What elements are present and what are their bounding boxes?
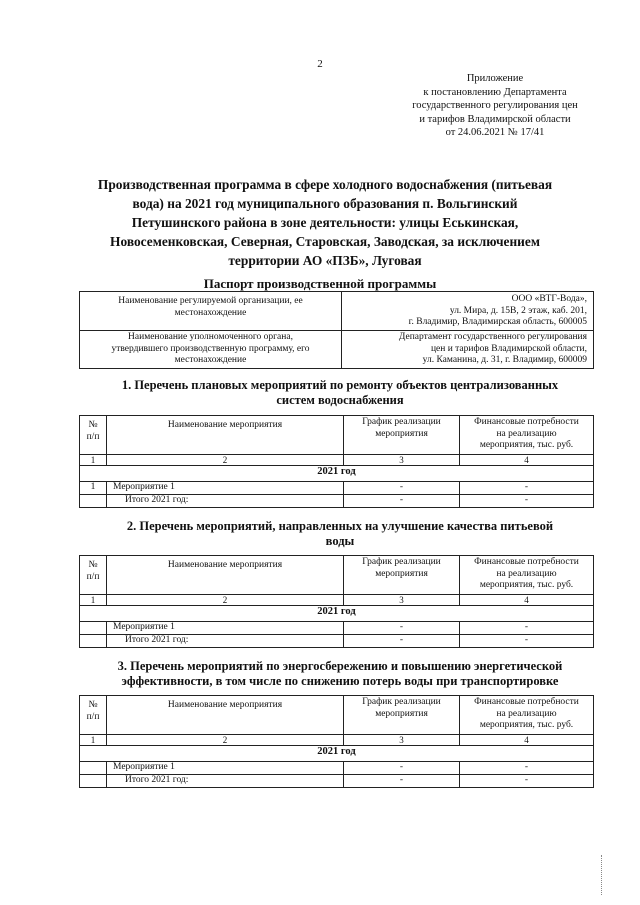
header-text: График реализации — [362, 697, 441, 707]
passport-label — [80, 292, 342, 331]
header-text: № — [88, 420, 98, 430]
row-name: Мероприятие 1 — [107, 762, 344, 775]
year-row — [80, 746, 594, 762]
title-line: вода) на 2021 год муниципального образования п. Вольгинский — [132, 196, 518, 211]
header-finance — [460, 696, 594, 735]
row-schedule: - — [344, 622, 460, 635]
title-line: Новосеменковская, Северная, Старовская, Заводская, за исключением — [110, 234, 540, 249]
table-row — [80, 762, 594, 775]
row-name: Мероприятие 1 — [107, 622, 344, 635]
row-num — [80, 495, 107, 508]
header-text: Финансовые потребности — [474, 697, 579, 707]
document-title — [80, 175, 570, 270]
scan-margin-dots — [601, 855, 604, 895]
row-schedule: - — [344, 635, 460, 648]
row-finance: - — [460, 635, 594, 648]
appendix-line: Приложение — [466, 73, 524, 84]
column-number: 4 — [460, 595, 594, 606]
column-numbers-row — [80, 735, 594, 746]
header-text: мероприятия, тыс. руб. — [479, 440, 574, 450]
row-finance: - — [460, 775, 594, 788]
header-name — [107, 416, 344, 455]
header-text: п/п — [86, 571, 100, 582]
passport-value-line: г. Владимир, Владимирская область, 600005 — [408, 317, 587, 327]
table-header-row — [80, 416, 594, 455]
header-schedule — [344, 556, 460, 595]
appendix-line: государственного регулирования цен — [412, 100, 578, 111]
section-title-line: систем водоснабжения — [276, 393, 404, 407]
passport-value — [342, 292, 594, 331]
header-text: Наименование мероприятия — [167, 700, 283, 710]
column-number: 2 — [107, 455, 344, 466]
column-number: 2 — [107, 735, 344, 746]
row-finance: - — [460, 495, 594, 508]
section-title-line: 1. Перечень плановых мероприятий по ремонту объектов централизованных — [121, 378, 559, 392]
passport-label-line: Наименование уполномоченного органа, — [128, 332, 293, 342]
row-num — [80, 762, 107, 775]
table-header-row — [80, 556, 594, 595]
section-2-table — [79, 555, 594, 648]
column-number: 2 — [107, 595, 344, 606]
row-name: Итого 2021 год: — [107, 635, 344, 648]
title-line: Петушинского района в зоне деятельности: улицы Еськинская, — [131, 215, 519, 230]
appendix-line: от 24.06.2021 № 17/41 — [445, 127, 545, 138]
column-number: 1 — [80, 455, 107, 466]
header-text: Наименование мероприятия — [167, 420, 283, 430]
header-finance — [460, 416, 594, 455]
passport-value-line: Департамент государственного регулирования — [398, 332, 587, 342]
passport-value-line: цен и тарифов Владимирской области, — [430, 343, 587, 354]
table-row — [80, 495, 594, 508]
section-3-title — [80, 659, 600, 689]
year-row — [80, 466, 594, 482]
section-1-table — [79, 415, 594, 508]
header-text: п/п — [86, 711, 100, 722]
header-name — [107, 696, 344, 735]
header-text: мероприятия — [375, 428, 428, 439]
column-number: 3 — [344, 735, 460, 746]
passport-label-line: местонахождение — [174, 355, 247, 365]
header-text: График реализации — [362, 557, 441, 567]
header-text: мероприятия — [375, 708, 428, 719]
section-1-title — [80, 378, 600, 408]
passport-label-line: местонахождение — [174, 307, 247, 318]
table-row — [80, 482, 594, 495]
section-2-title — [80, 519, 600, 549]
passport-table — [79, 291, 594, 369]
column-number: 3 — [344, 595, 460, 606]
passport-row — [80, 292, 594, 331]
column-numbers-row — [80, 595, 594, 606]
row-name: Мероприятие 1 — [107, 482, 344, 495]
table-row — [80, 775, 594, 788]
table-row — [80, 622, 594, 635]
header-text: Финансовые потребности — [474, 417, 579, 427]
year-row — [80, 606, 594, 622]
title-line: территории АО «ПЗБ», Луговая — [228, 253, 422, 268]
row-schedule: - — [344, 762, 460, 775]
header-name — [107, 556, 344, 595]
column-number: 3 — [344, 455, 460, 466]
year-cell: 2021 год — [80, 746, 594, 762]
header-num — [80, 556, 107, 595]
section-title-line: воды — [325, 534, 355, 548]
row-finance: - — [460, 482, 594, 495]
table-row — [80, 635, 594, 648]
column-number: 1 — [80, 595, 107, 606]
passport-label-line: Наименование регулируемой организации, ее — [118, 296, 303, 306]
passport-row — [80, 331, 594, 369]
row-num — [80, 622, 107, 635]
row-name: Итого 2021 год: — [107, 495, 344, 508]
passport-label — [80, 331, 342, 369]
header-schedule — [344, 416, 460, 455]
year-cell: 2021 год — [80, 606, 594, 622]
row-num — [80, 635, 107, 648]
header-text: на реализацию — [496, 568, 557, 579]
row-schedule: - — [344, 775, 460, 788]
header-text: мероприятия — [375, 568, 428, 579]
header-text: № — [88, 700, 98, 710]
appendix-block — [360, 72, 630, 140]
header-schedule — [344, 696, 460, 735]
header-num — [80, 416, 107, 455]
section-3-table — [79, 695, 594, 788]
row-schedule: - — [344, 495, 460, 508]
header-text: График реализации — [362, 417, 441, 427]
column-number: 4 — [460, 455, 594, 466]
header-text: мероприятия, тыс. руб. — [479, 580, 574, 590]
appendix-line: к постановлению Департамента — [423, 86, 567, 98]
year-cell: 2021 год — [80, 466, 594, 482]
row-schedule: - — [344, 482, 460, 495]
passport-title: Паспорт производственной программы — [203, 276, 437, 291]
row-num: 1 — [80, 482, 107, 495]
passport-value-line: ул. Мира, д. 15В, 2 этаж, каб. 201, — [449, 305, 587, 316]
header-text: на реализацию — [496, 708, 557, 719]
header-text: на реализацию — [496, 428, 557, 439]
column-numbers-row — [80, 455, 594, 466]
row-name: Итого 2021 год: — [107, 775, 344, 788]
header-text: Наименование мероприятия — [167, 560, 283, 570]
passport-label-line: утвердившего производственную программу, его — [111, 343, 310, 354]
column-number: 1 — [80, 735, 107, 746]
row-num — [80, 775, 107, 788]
header-text: п/п — [86, 431, 100, 442]
row-finance: - — [460, 762, 594, 775]
section-title-line: 2. Перечень мероприятий, направленных на улучшение качества питьевой — [126, 519, 554, 533]
section-title-line: 3. Перечень мероприятий по энергосбережению и повышению энергетической — [117, 659, 563, 673]
header-finance — [460, 556, 594, 595]
section-title-line: эффективности, в том числе по снижению потерь воды при транспортировке — [121, 674, 559, 688]
title-line: Производственная программа в сфере холодного водоснабжения (питьевая — [97, 177, 553, 192]
header-num — [80, 696, 107, 735]
passport-value-line: ул. Каманина, д. 31, г. Владимир, 600009 — [422, 355, 587, 365]
table-header-row — [80, 696, 594, 735]
row-finance: - — [460, 622, 594, 635]
header-text: № — [88, 560, 98, 570]
header-text: Финансовые потребности — [474, 557, 579, 567]
passport-value-line: ООО «ВТГ-Вода», — [511, 294, 587, 304]
page-number: 2 — [317, 58, 323, 70]
header-text: мероприятия, тыс. руб. — [479, 720, 574, 730]
appendix-line: и тарифов Владимирской области — [419, 113, 571, 125]
column-number: 4 — [460, 735, 594, 746]
passport-value — [342, 331, 594, 369]
